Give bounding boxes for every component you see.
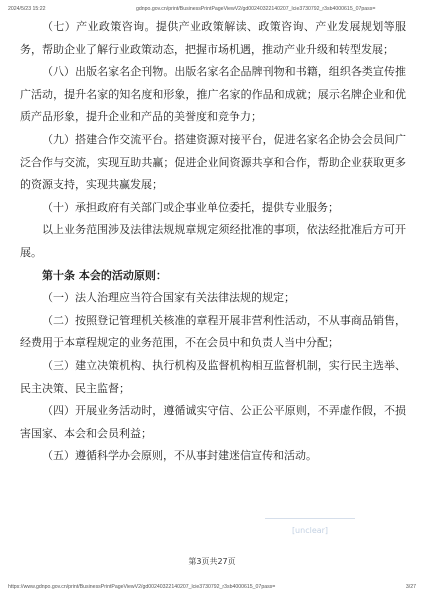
page-number: 第3页共27页 <box>188 557 236 566</box>
print-datetime: 2024/5/23 15:22 <box>8 6 46 12</box>
paragraph: （十）承担政府有关部门或企事业单位委托，提供专业服务； <box>42 200 339 214</box>
browser-print-footer <box>8 584 416 594</box>
browser-print-header <box>8 6 416 16</box>
article-heading: 第十条 本会的活动原则： <box>42 268 167 282</box>
paragraph: （四）开展业务活动时，遵循诚实守信、公正公平原则，不弄虚作假，不损害国家、本会和会员利益； <box>20 404 406 440</box>
paragraph: （三）建立决策机构、执行机构及监督机构相互监督机制，实行民主选举、民主决策、民主监督； <box>20 358 406 395</box>
paragraph: 以上业务范围涉及法律法规规章规定须经批准的事项，依法经批准后方可开展。 <box>20 223 406 259</box>
print-footer-page: 3/27 <box>405 584 416 590</box>
paragraph: （二）按照登记管理机关核准的章程开展非营利性活动，不从事商品销售，经费用于本章程规定的业务范围，不在会员中和负责人当中分配； <box>20 313 406 350</box>
paragraph: （一）法人治理应当符合国家有关法律法规的规定； <box>42 291 295 305</box>
paragraph: （八）出版名家名企刊物。出版名家名企品牌刊物和书籍，组织各类宣传推广活动，提升名家的知名度和形象，推广名家的作品和成就；展示名牌企业和优质产品形象，提升企业和产品的美誉度和竞争力； <box>20 65 406 124</box>
watermark-stamp: [unclear] <box>265 518 355 543</box>
document-body <box>20 16 406 468</box>
print-header-url: gdnpo.gov.cn/print/BusinessPrintPageViewV2/gd00240322140207_lcie3730792_r3sb4000615_07pass= <box>136 6 376 12</box>
print-footer-url: https://www.gdnpo.gov.cn/print/BusinessPrintPageViewV2/gd00240322140207_lcie3730792_r3sb4000615_07pass= <box>8 584 276 590</box>
paragraph: （七）产业政策咨询。提供产业政策解读、政策咨询、产业发展规划等服务，帮助企业了解行业政策动态，把握市场机遇，推动产业升级和转型发展； <box>20 20 406 56</box>
paragraph: （九）搭建合作交流平台。搭建资源对接平台，促进名家名企协会会员间广泛合作与交流，实现互助共赢；促进企业间资源共享和合作，帮助企业获取更多的资源支持，实现共赢发展； <box>20 132 406 192</box>
paragraph: （五）遵循科学办会原则，不从事封建迷信宣传和活动。 <box>42 449 317 463</box>
